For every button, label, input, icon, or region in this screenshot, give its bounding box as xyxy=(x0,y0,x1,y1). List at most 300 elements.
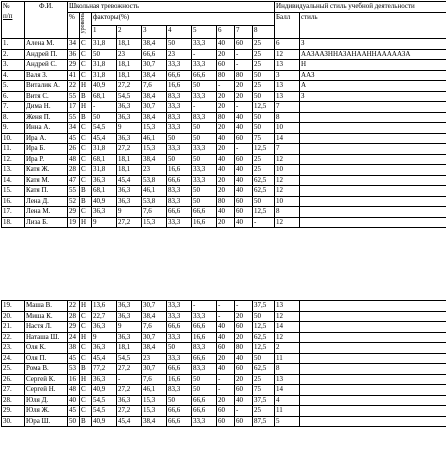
cell-name: Юра Ш. xyxy=(25,416,68,427)
cell-num: 30. xyxy=(2,416,25,427)
table-row xyxy=(2,81,446,92)
cell-f1: 22,7 xyxy=(92,311,117,322)
results-table-bottom xyxy=(1,300,446,427)
table-row xyxy=(2,395,446,406)
cell-f6: 20 xyxy=(217,175,235,186)
cell-score: 7 xyxy=(275,144,300,155)
cell-f5: 16,6 xyxy=(192,217,217,228)
cell-f2: 27,2 xyxy=(117,81,142,92)
cell-percent: 53 xyxy=(68,364,80,375)
cell-f3: 15,3 xyxy=(142,395,167,406)
cell-f3: 30,7 xyxy=(142,364,167,375)
cell-f8: 50 xyxy=(253,112,275,123)
cell-score: 12 xyxy=(275,175,300,186)
table-row xyxy=(2,332,446,343)
cell-f8: 12,5 xyxy=(253,322,275,333)
cell-level: С xyxy=(80,39,92,50)
cell-f4: 33,3 xyxy=(167,332,192,343)
cell-f5: 66,6 xyxy=(192,395,217,406)
cell-percent: 29 xyxy=(68,60,80,71)
cell-f5: 33,3 xyxy=(192,165,217,176)
cell-f2: 36,3 xyxy=(117,186,142,197)
cell-level: Н xyxy=(80,102,92,113)
cell-f5: 33,3 xyxy=(192,416,217,427)
cell-f6: 20 xyxy=(217,91,235,102)
cell-f7: 60 xyxy=(235,39,253,50)
cell-num: 17. xyxy=(2,207,25,218)
cell-f4: 83,3 xyxy=(167,91,192,102)
cell-f3: 38,4 xyxy=(142,416,167,427)
header-score: Балл xyxy=(275,13,300,39)
table-row xyxy=(2,353,446,364)
table-row xyxy=(2,343,446,354)
cell-score: 8 xyxy=(275,112,300,123)
cell-f2: 18,1 xyxy=(117,70,142,81)
cell-percent: 50 xyxy=(68,416,80,427)
cell-name: Валя З. xyxy=(25,70,68,81)
cell-f6: 60 xyxy=(217,416,235,427)
cell-f8: 12,5 xyxy=(253,102,275,113)
cell-name: Лена Д. xyxy=(25,196,68,207)
cell-style xyxy=(300,343,446,354)
cell-score: 12 xyxy=(275,332,300,343)
table-row xyxy=(2,102,446,113)
cell-style: ААЗААЗННАЗАНААННАААААЗА xyxy=(300,49,446,60)
cell-f8: 25 xyxy=(253,60,275,71)
cell-f1: 36,3 xyxy=(92,374,117,385)
cell-f2: 27,2 xyxy=(117,364,142,375)
cell-f1: 31,8 xyxy=(92,144,117,155)
cell-percent: 29 xyxy=(68,207,80,218)
cell-num: 19. xyxy=(2,301,25,312)
cell-score: 12 xyxy=(275,217,300,228)
cell-num: 16. xyxy=(2,196,25,207)
cell-f6: 60 xyxy=(217,406,235,417)
cell-f5: 66,6 xyxy=(192,406,217,417)
cell-f2: 45,4 xyxy=(117,416,142,427)
cell-f3: 46,1 xyxy=(142,186,167,197)
cell-f4: 33,3 xyxy=(167,144,192,155)
cell-score: 6 xyxy=(275,39,300,50)
header-anxiety: Школьная тревожность xyxy=(68,2,275,13)
cell-f4: 66,6 xyxy=(167,416,192,427)
cell-level: С xyxy=(80,123,92,134)
cell-percent: 36 xyxy=(68,49,80,60)
header-factor-8: 8 xyxy=(253,26,275,39)
cell-f5: 83,3 xyxy=(192,364,217,375)
cell-f4: 50 xyxy=(167,39,192,50)
cell-name: Миша К. xyxy=(25,311,68,322)
cell-style xyxy=(300,123,446,134)
header-num: № п/п xyxy=(2,2,25,39)
cell-num: 25. xyxy=(2,364,25,375)
cell-f7: 20 xyxy=(235,91,253,102)
cell-style xyxy=(300,332,446,343)
cell-num: 9. xyxy=(2,123,25,134)
table-row xyxy=(2,196,446,207)
cell-score: 13 xyxy=(275,60,300,71)
cell-style xyxy=(300,175,446,186)
cell-f5: 50 xyxy=(192,133,217,144)
cell-level: С xyxy=(80,406,92,417)
cell-percent: 55 xyxy=(68,186,80,197)
cell-style xyxy=(300,416,446,427)
cell-f6: 40 xyxy=(217,332,235,343)
cell-f4: 66,6 xyxy=(167,322,192,333)
cell-num: 21. xyxy=(2,322,25,333)
cell-f1: 68,1 xyxy=(92,154,117,165)
table-row xyxy=(2,186,446,197)
header-factor-4: 4 xyxy=(167,26,192,39)
cell-f7: 80 xyxy=(235,343,253,354)
cell-f1: 36,3 xyxy=(92,175,117,186)
cell-f2: 9 xyxy=(117,207,142,218)
cell-score: 12 xyxy=(275,154,300,165)
cell-f8: 87,5 xyxy=(253,416,275,427)
cell-f7: 20 xyxy=(235,81,253,92)
cell-name: Катя Ж. xyxy=(25,165,68,176)
cell-f2: 36,3 xyxy=(117,301,142,312)
cell-f3: 53,8 xyxy=(142,175,167,186)
table-row xyxy=(2,49,446,60)
cell-f1: 40,9 xyxy=(92,81,117,92)
cell-level: Н xyxy=(80,301,92,312)
cell-f8: 25 xyxy=(253,374,275,385)
cell-f1: 31,8 xyxy=(92,165,117,176)
cell-num: 8. xyxy=(2,112,25,123)
cell-score: 12 xyxy=(275,311,300,322)
cell-score: 14 xyxy=(275,385,300,396)
cell-f5: 50 xyxy=(192,196,217,207)
cell-f4: 16,6 xyxy=(167,81,192,92)
cell-f2: - xyxy=(117,374,142,385)
cell-score: 10 xyxy=(275,196,300,207)
cell-f1: 40,9 xyxy=(92,416,117,427)
cell-f8: 50 xyxy=(253,70,275,81)
table-row xyxy=(2,175,446,186)
cell-f4: 33,3 xyxy=(167,217,192,228)
cell-f1: 40,9 xyxy=(92,385,117,396)
cell-f1: 68,1 xyxy=(92,91,117,102)
cell-level: Н xyxy=(80,332,92,343)
cell-f6: 20 xyxy=(217,217,235,228)
cell-style xyxy=(300,364,446,375)
table-row xyxy=(2,70,446,81)
cell-style xyxy=(300,406,446,417)
cell-f4: 66,6 xyxy=(167,175,192,186)
cell-score: 11 xyxy=(275,353,300,364)
cell-percent: 52 xyxy=(68,196,80,207)
cell-name: Лена М. xyxy=(25,207,68,218)
cell-f5: 50 xyxy=(192,123,217,134)
header-level: уровень xyxy=(80,13,92,39)
cell-f5: 33,3 xyxy=(192,144,217,155)
cell-f8: 50 xyxy=(253,353,275,364)
cell-f3: 38,4 xyxy=(142,39,167,50)
cell-f3: 46,1 xyxy=(142,385,167,396)
cell-level: С xyxy=(80,175,92,186)
cell-f4: 50 xyxy=(167,343,192,354)
cell-name: Оля К. xyxy=(25,343,68,354)
cell-num: 20. xyxy=(2,311,25,322)
cell-percent: 24 xyxy=(68,332,80,343)
cell-f3: 66,6 xyxy=(142,49,167,60)
cell-f8: 62,5 xyxy=(253,364,275,375)
cell-style xyxy=(300,353,446,364)
cell-f6: 20 xyxy=(217,144,235,155)
table-row xyxy=(2,406,446,417)
cell-num: 14. xyxy=(2,175,25,186)
cell-level: Н xyxy=(80,217,92,228)
cell-level: В xyxy=(80,196,92,207)
cell-num: 18. xyxy=(2,217,25,228)
cell-f8: 62,5 xyxy=(253,175,275,186)
cell-level: С xyxy=(80,154,92,165)
cell-f3: 30,7 xyxy=(142,332,167,343)
cell-f8: 12,5 xyxy=(253,207,275,218)
cell-percent: 17 xyxy=(68,102,80,113)
cell-style: Н xyxy=(300,60,446,71)
cell-percent: 26 xyxy=(68,144,80,155)
cell-f2: 27,2 xyxy=(117,385,142,396)
cell-f1: 40,9 xyxy=(92,196,117,207)
cell-f4: 50 xyxy=(167,133,192,144)
cell-score: 8 xyxy=(275,364,300,375)
cell-f4: 33,3 xyxy=(167,102,192,113)
cell-level: С xyxy=(80,165,92,176)
cell-level: С xyxy=(80,70,92,81)
cell-style xyxy=(300,196,446,207)
cell-f7: - xyxy=(235,301,253,312)
cell-f8: 25 xyxy=(253,49,275,60)
cell-num: 5. xyxy=(2,81,25,92)
header-factor-3: 3 xyxy=(142,26,167,39)
cell-score: 7 xyxy=(275,102,300,113)
cell-f5: 33,3 xyxy=(192,175,217,186)
cell-f3: 38,4 xyxy=(142,70,167,81)
cell-f6: 80 xyxy=(217,70,235,81)
cell-f6: 20 xyxy=(217,186,235,197)
cell-percent: 55 xyxy=(68,91,80,102)
cell-f6: 60 xyxy=(217,343,235,354)
cell-num: 13. xyxy=(2,165,25,176)
table-row xyxy=(2,416,446,427)
table-row xyxy=(2,311,446,322)
cell-percent: 47 xyxy=(68,175,80,186)
cell-f1: 9 xyxy=(92,217,117,228)
cell-f2: 18,1 xyxy=(117,343,142,354)
cell-f2: 54,5 xyxy=(117,353,142,364)
table-row xyxy=(2,165,446,176)
cell-score: 13 xyxy=(275,91,300,102)
cell-f7: 40 xyxy=(235,175,253,186)
cell-f8: 25 xyxy=(253,39,275,50)
cell-f5: 66,6 xyxy=(192,322,217,333)
cell-score: 11 xyxy=(275,406,300,417)
header-style-title: Индивидуальный стиль учебной деятельности xyxy=(275,2,446,13)
cell-f8: 50 xyxy=(253,123,275,134)
cell-f3: 7,6 xyxy=(142,322,167,333)
cell-f4: 83,3 xyxy=(167,385,192,396)
table-row xyxy=(2,112,446,123)
cell-f2: 36,3 xyxy=(117,395,142,406)
cell-score: 13 xyxy=(275,374,300,385)
cell-percent: 41 xyxy=(68,70,80,81)
cell-level: С xyxy=(80,133,92,144)
cell-f6: - xyxy=(217,385,235,396)
cell-f8: 25 xyxy=(253,154,275,165)
cell-f7: - xyxy=(235,406,253,417)
cell-name: Андрей С. xyxy=(25,60,68,71)
cell-f2: 23 xyxy=(117,49,142,60)
cell-level: В xyxy=(80,364,92,375)
cell-num: 10. xyxy=(2,133,25,144)
cell-f4: 83,3 xyxy=(167,186,192,197)
cell-f7: - xyxy=(235,102,253,113)
cell-f5: 33,3 xyxy=(192,39,217,50)
cell-name: Сергей К. xyxy=(25,374,68,385)
table-row xyxy=(2,301,446,312)
cell-f1: 45,4 xyxy=(92,133,117,144)
cell-percent: 16 xyxy=(68,374,80,385)
cell-f3: 15,3 xyxy=(142,144,167,155)
cell-f6: 80 xyxy=(217,112,235,123)
cell-f6: - xyxy=(217,374,235,385)
cell-percent: 34 xyxy=(68,39,80,50)
cell-percent: 45 xyxy=(68,353,80,364)
header-percent: % xyxy=(68,13,80,39)
cell-f6: 40 xyxy=(217,364,235,375)
cell-percent: 45 xyxy=(68,133,80,144)
cell-style xyxy=(300,374,446,385)
cell-f6: - xyxy=(217,311,235,322)
cell-f5: - xyxy=(192,301,217,312)
cell-f8: 75 xyxy=(253,385,275,396)
cell-f6: 20 xyxy=(217,353,235,364)
cell-f1: 31,8 xyxy=(92,39,117,50)
cell-f2: 36,3 xyxy=(117,133,142,144)
cell-name: Виталик А. xyxy=(25,81,68,92)
cell-f7: 40 xyxy=(235,123,253,134)
cell-f8: - xyxy=(253,217,275,228)
cell-f1: 45,4 xyxy=(92,353,117,364)
cell-f2: 54,5 xyxy=(117,91,142,102)
cell-level: Н xyxy=(80,374,92,385)
cell-num: 22. xyxy=(2,332,25,343)
cell-f7: 60 xyxy=(235,207,253,218)
cell-f4: 83,3 xyxy=(167,112,192,123)
table-row xyxy=(2,364,446,375)
cell-num: 27. xyxy=(2,385,25,396)
cell-f1: 54,5 xyxy=(92,123,117,134)
cell-f3: 46,1 xyxy=(142,133,167,144)
cell-f1: 36,3 xyxy=(92,207,117,218)
cell-f4: 66,6 xyxy=(167,364,192,375)
cell-f6: 20 xyxy=(217,49,235,60)
cell-f4: 50 xyxy=(167,395,192,406)
cell-f4: 83,3 xyxy=(167,196,192,207)
cell-f5: 33,3 xyxy=(192,311,217,322)
cell-style xyxy=(300,144,446,155)
cell-f2: 36,3 xyxy=(117,112,142,123)
cell-level: С xyxy=(80,385,92,396)
cell-f6: 40 xyxy=(217,154,235,165)
header-factor-7: 7 xyxy=(235,26,253,39)
cell-f1: - xyxy=(92,102,117,113)
cell-f6: - xyxy=(217,81,235,92)
cell-f7: - xyxy=(235,60,253,71)
cell-f1: 68,1 xyxy=(92,186,117,197)
cell-name: Инна А. xyxy=(25,123,68,134)
cell-f6: 40 xyxy=(217,133,235,144)
cell-style xyxy=(300,133,446,144)
cell-f7: 80 xyxy=(235,70,253,81)
table-row xyxy=(2,154,446,165)
cell-score: 10 xyxy=(275,165,300,176)
cell-level: С xyxy=(80,144,92,155)
cell-f3: 30,7 xyxy=(142,301,167,312)
cell-style xyxy=(300,186,446,197)
cell-num: 29. xyxy=(2,406,25,417)
cell-f4: 66,6 xyxy=(167,406,192,417)
table-row xyxy=(2,144,446,155)
cell-level: С xyxy=(80,395,92,406)
cell-f3: 38,4 xyxy=(142,112,167,123)
cell-score: 4 xyxy=(275,395,300,406)
cell-percent: 34 xyxy=(68,123,80,134)
cell-name: Настя Л. xyxy=(25,322,68,333)
cell-style xyxy=(300,385,446,396)
cell-style: З xyxy=(300,39,446,50)
cell-f5: 50 xyxy=(192,186,217,197)
cell-f3: 53,8 xyxy=(142,196,167,207)
cell-f2: 18,1 xyxy=(117,165,142,176)
cell-f2: 9 xyxy=(117,322,142,333)
cell-score: 12 xyxy=(275,49,300,60)
cell-name: Рома В. xyxy=(25,364,68,375)
cell-f4: 66,6 xyxy=(167,70,192,81)
cell-f5: 83,3 xyxy=(192,112,217,123)
cell-f7: 60 xyxy=(235,416,253,427)
cell-f3: 15,3 xyxy=(142,217,167,228)
cell-f5: 50 xyxy=(192,374,217,385)
cell-level: С xyxy=(80,311,92,322)
cell-f1: 13,6 xyxy=(92,301,117,312)
cell-f3: 23 xyxy=(142,353,167,364)
header-factor-6: 6 xyxy=(217,26,235,39)
cell-f8: 37,5 xyxy=(253,301,275,312)
cell-num: 15. xyxy=(2,186,25,197)
cell-name: Катя П. xyxy=(25,186,68,197)
cell-f2: 36,3 xyxy=(117,311,142,322)
cell-f8: 62,5 xyxy=(253,186,275,197)
cell-f4: 33,3 xyxy=(167,301,192,312)
cell-name: Ира Б. xyxy=(25,144,68,155)
cell-style xyxy=(300,322,446,333)
cell-name: Юля Ж. xyxy=(25,406,68,417)
cell-f4: 16,6 xyxy=(167,374,192,385)
cell-f1: 54,5 xyxy=(92,406,117,417)
cell-f2: 36,3 xyxy=(117,332,142,343)
cell-name: Маша В. xyxy=(25,301,68,312)
cell-num: 6. xyxy=(2,91,25,102)
cell-f3: 23 xyxy=(142,165,167,176)
cell-num: 24. xyxy=(2,353,25,364)
cell-f3: 7,6 xyxy=(142,374,167,385)
cell-percent: 22 xyxy=(68,301,80,312)
table-row xyxy=(2,322,446,333)
cell-num: 2. xyxy=(2,49,25,60)
